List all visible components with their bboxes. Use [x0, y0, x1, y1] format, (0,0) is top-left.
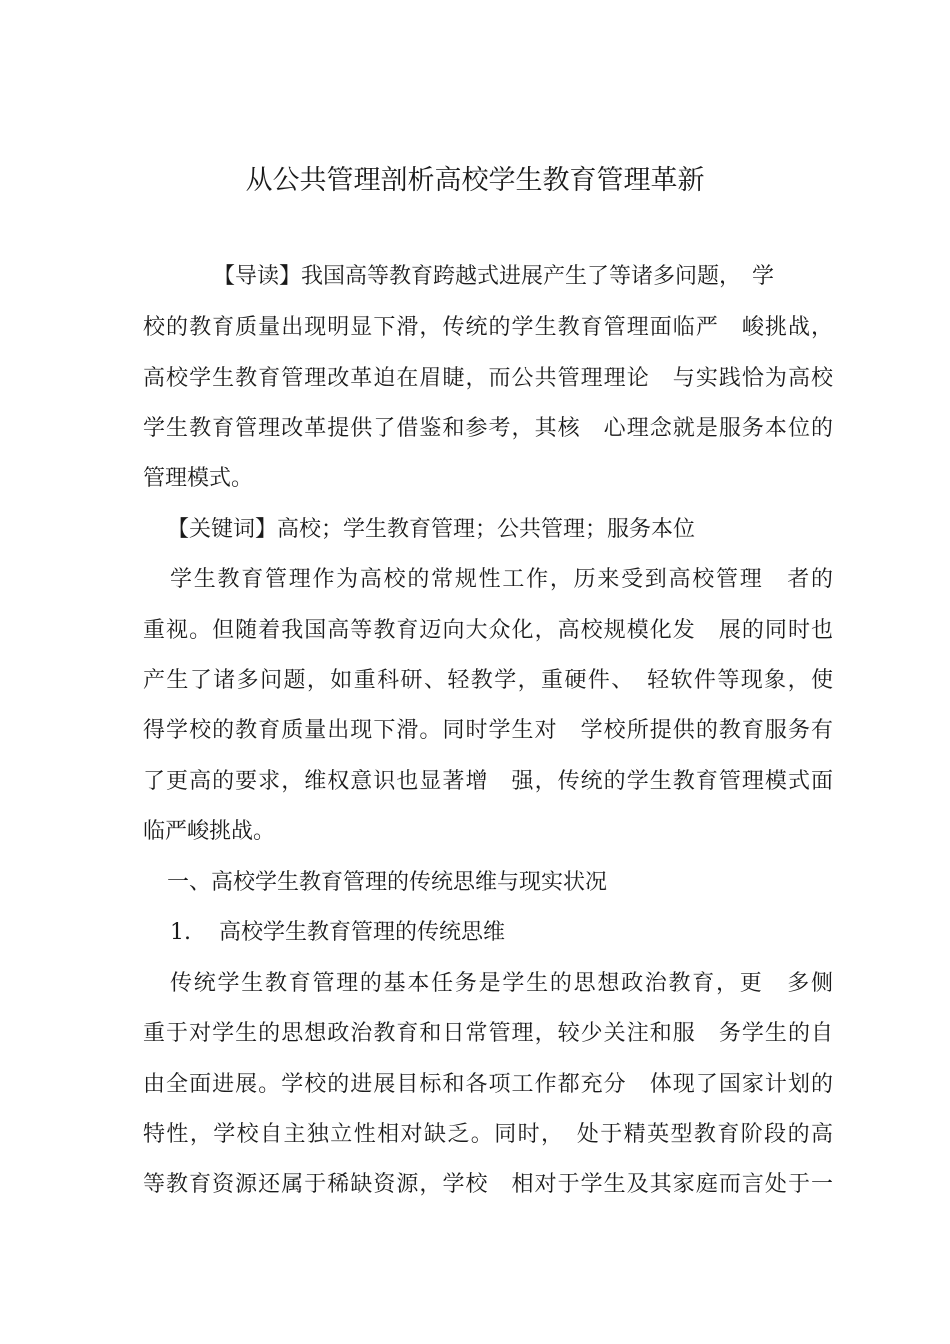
subsection-heading: 高校学生教育管理的传统思维 [219, 920, 506, 945]
keywords-line: 【关键词】高校；学生教育管理；公共管理；服务本位 [167, 517, 696, 542]
intro-line: 重视。但随着我国高等教育迈向大众化，高校规模化发 展的同时也 [143, 618, 833, 643]
intro-line: 产生了诸多问题，如重科研、轻教学，重硬件、 轻软件等现象，使 [143, 668, 833, 693]
body-line: 传统学生教育管理的基本任务是学生的思想政治教育，更 多侧 [170, 971, 833, 996]
lead-line: 校的教育质量出现明显下滑，传统的学生教育管理面临严 峻挑战， [143, 315, 833, 340]
body-line: 由全面进展。学校的进展目标和各项工作都充分 体现了国家计划的 [143, 1072, 833, 1097]
intro-line: 学生教育管理作为高校的常规性工作，历来受到高校管理 者的 [170, 567, 833, 592]
body-line: 等教育资源还属于稀缺资源，学校 相对于学生及其家庭而言处于一 [143, 1172, 833, 1197]
document-title: 从公共管理剖析高校学生教育管理革新 [245, 165, 705, 196]
lead-line: 管理模式。 [143, 466, 254, 491]
lead-line: 【导读】我国高等教育跨越式进展产生了等诸多问题， 学 [213, 264, 775, 289]
intro-line: 临严峻挑战。 [143, 819, 276, 844]
intro-line: 了更高的要求，维权意识也显著增 强，传统的学生教育管理模式面 [143, 769, 833, 794]
lead-line: 学生教育管理改革提供了借鉴和参考，其核 心理念就是服务本位的 [143, 416, 833, 441]
body-line: 特性，学校自主独立性相对缺乏。同时， 处于精英型教育阶段的高 [143, 1122, 833, 1147]
section-heading: 一、高校学生教育管理的传统思维与现实状况 [167, 870, 608, 895]
subsection-number: 1. [170, 920, 191, 945]
lead-line: 高校学生教育管理改革迫在眉睫，而公共管理理论 与实践恰为高校 [143, 366, 833, 391]
intro-line: 得学校的教育质量出现下滑。同时学生对 学校所提供的教育服务有 [143, 718, 833, 743]
body-line: 重于对学生的思想政治教育和日常管理，较少关注和服 务学生的自 [143, 1021, 833, 1046]
